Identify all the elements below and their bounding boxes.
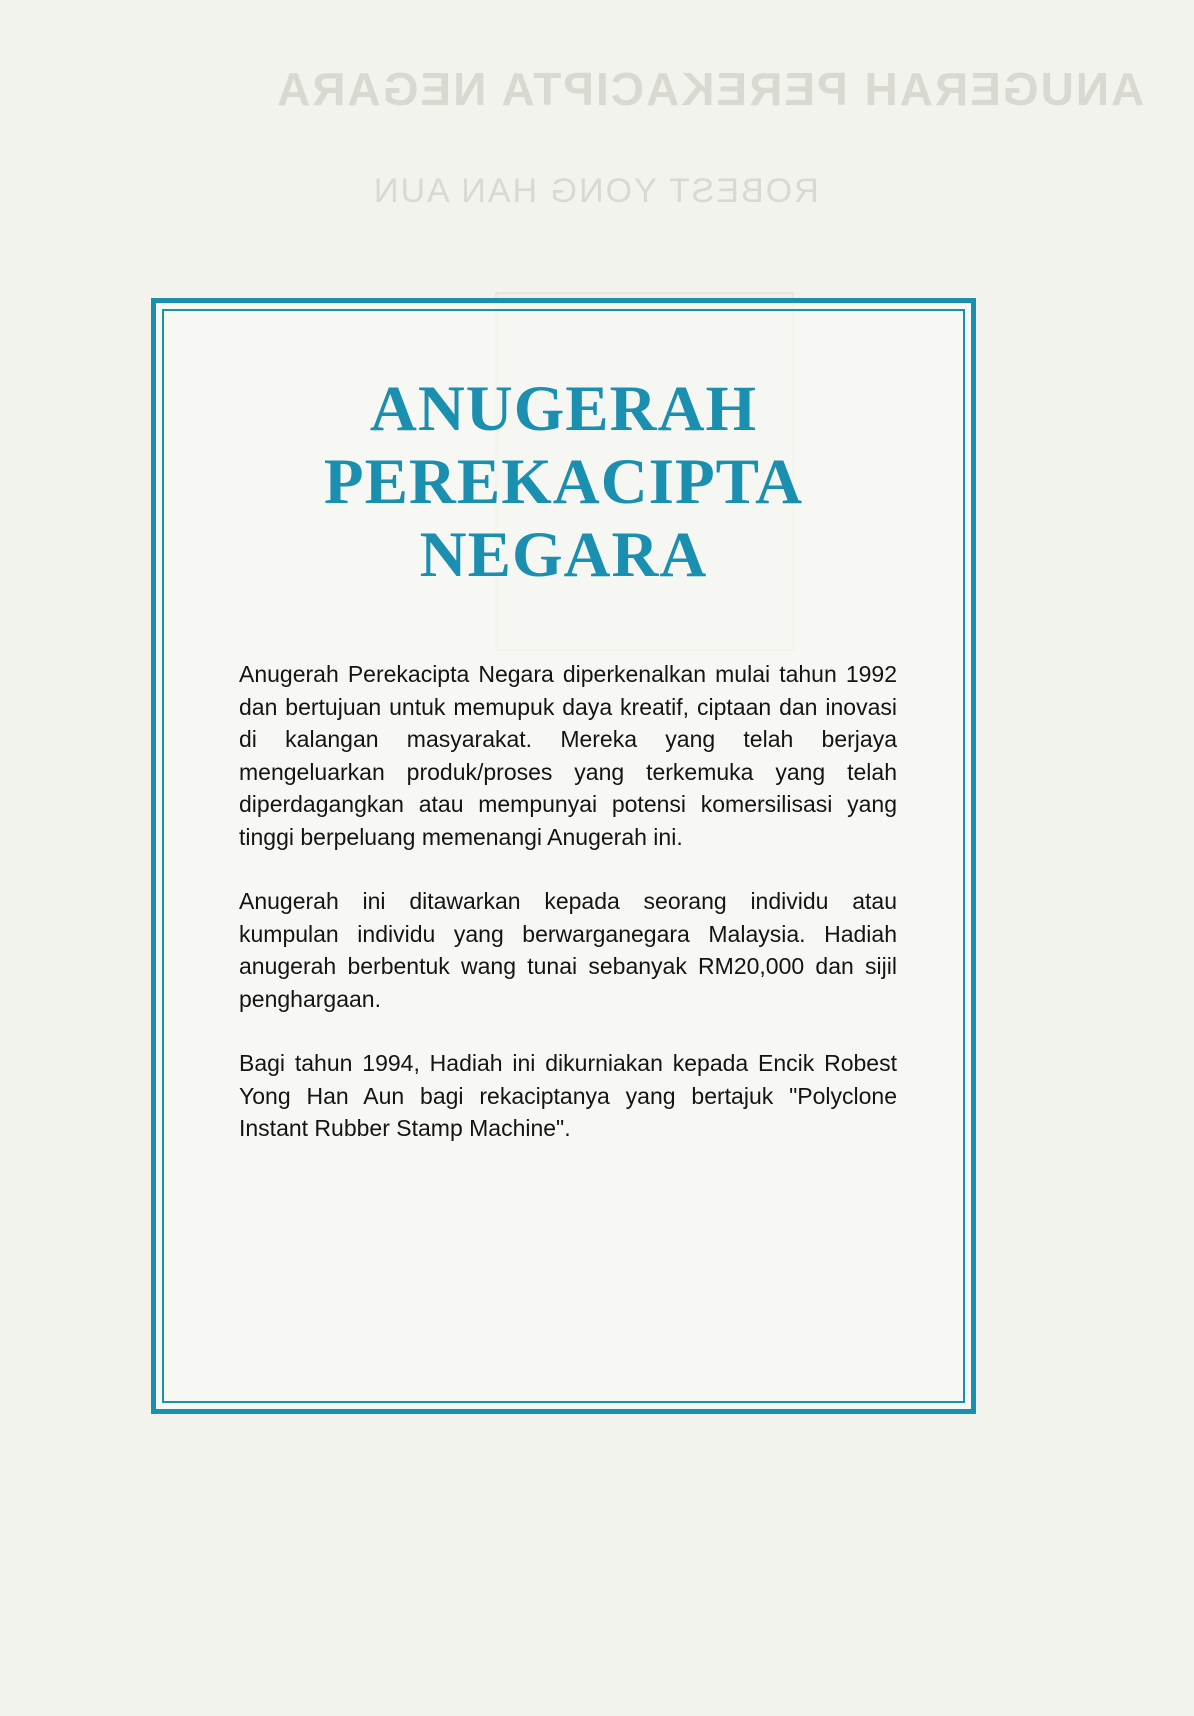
paragraph-intro: Anugerah Perekacipta Negara diperkenalkan mulai tahun 1992 dan bertujuan untuk memupuk daya kreatif, ciptaan dan inovasi di kalangan masyarakat. Mereka yang telah berjaya mengeluarkan produk/proses yang terkemuka yang telah diperdagangkan atau mempunyai potensi komersilisasi yang tinggi berpeluang memenangi Anugerah ini. — [239, 661, 897, 850]
title-line-1: ANUGERAH — [369, 373, 758, 445]
paragraph-winner: Bagi tahun 1994, Hadiah ini dikurniakan kepada Encik Robest Yong Han Aun bagi rekaciptanya yang bertajuk "Polyclone Instant Rubber Stamp Machine". — [239, 1050, 897, 1141]
bleed-through-title: ANUGERAH PEREKACIPTA NEGARA — [275, 63, 1145, 115]
award-frame — [151, 298, 976, 1414]
title-line-2: PEREKACIPTA — [323, 446, 804, 518]
page-title — [156, 373, 971, 592]
bleed-through-subtitle: ROBEST YONG HAN AUN — [372, 172, 819, 210]
title-line-3: NEGARA — [419, 519, 708, 591]
award-description — [239, 658, 897, 1177]
paragraph-eligibility: Anugerah ini ditawarkan kepada seorang individu atau kumpulan individu yang berwarganegara Malaysia. Hadiah anugerah berbentuk wang tunai sebanyak RM20,000 dan sijil penghargaan. — [239, 888, 897, 1012]
